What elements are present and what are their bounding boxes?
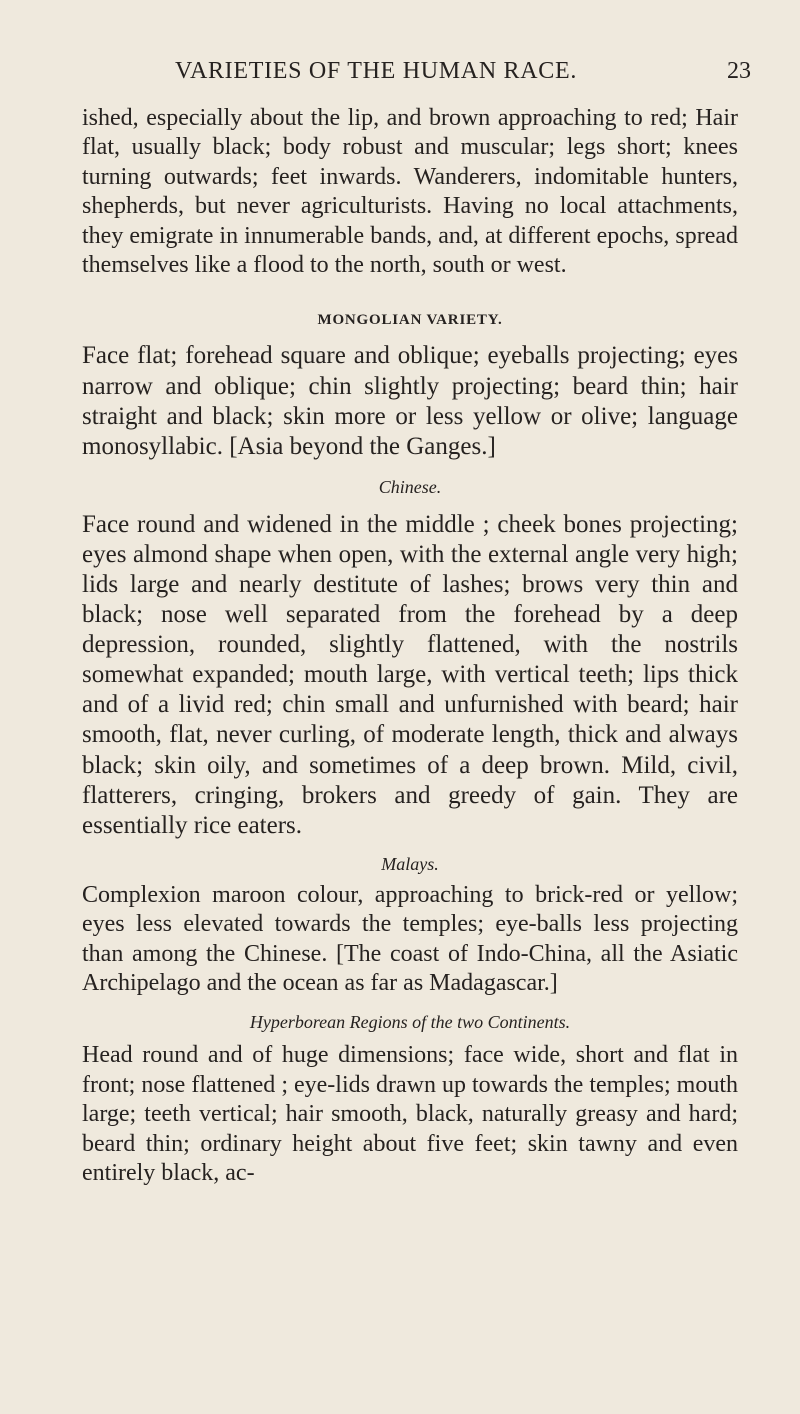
subheading-chinese: Chinese.: [378, 476, 442, 497]
body-text: [82, 104, 738, 1189]
running-title: VARIETIES OF THE HUMAN RACE.: [175, 58, 578, 84]
paragraph-chinese: Face round and widened in the middle ; cheek bones projecting; eyes almond shape when open, with the external angle very high; lids large and nearly destitute of lashes; brows very thin and black; nose well separated from the forehead by a deep depression, rounded, slightly flattened, with the nostrils somewhat expanded; mouth large, with vertical teeth; lips thick and of a livid red; chin small and unfurnished with beard; hair smooth, flat, never curling, of moderate length, thick and always black; skin oily, and sometimes of a deep brown. Mild, civil, flatterers, cringing, brokers and greedy of gain. They are essentially rice eaters.: [82, 510, 738, 839]
paragraph-malays: Complexion maroon colour, approaching to brick-red or yellow; eyes less elevated towards the temples; eye-balls less projecting than among the Chinese. [The coast of Indo-China, all the Asiatic Archipelago and the ocean as far as Madagascar.]: [82, 881, 738, 997]
subheading-malays: Malays.: [381, 853, 439, 874]
subheading-hyperborean: Hyperborean Regions of the two Continents.: [249, 1012, 571, 1033]
section-heading-mongolian-variety: MONGOLIAN VARIETY.: [317, 312, 503, 329]
paragraph-hyperborean: Head round and of huge dimensions; face wide, short and flat in front; nose flattened ; eye-lids drawn up towards the temples; mouth large; teeth vertical; hair smooth, black, naturally greasy and hard; beard thin; ordinary height about five feet; skin tawny and even entirely black, ac-: [82, 1042, 738, 1187]
running-head: [0, 58, 800, 92]
paragraph-continuation: ished, especially about the lip, and brown approaching to red; Hair flat, usually black; body robust and muscular; legs short; knees turning outwards; feet inwards. Wanderers, indomitable hunters, shepherds, but never agriculturists. Having no local attachments, they emigrate in innumerable bands, and, at different epochs, spread themselves like a flood to the north, south or west.: [82, 105, 738, 279]
page-number: 23: [727, 58, 751, 84]
paragraph-mongolian: Face flat; forehead square and oblique; eyeballs projecting; eyes narrow and oblique; chin slightly projecting; beard thin; hair straight and black; skin more or less yellow or olive; language monosyllabic. [Asia beyond the Ganges.]: [82, 342, 738, 460]
